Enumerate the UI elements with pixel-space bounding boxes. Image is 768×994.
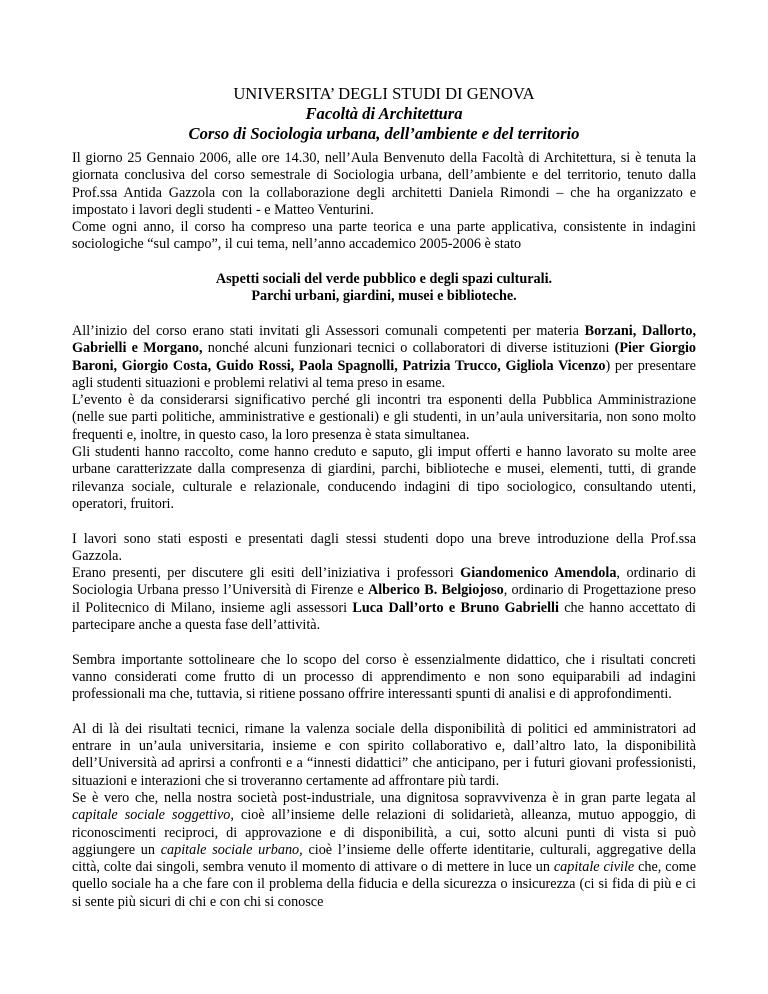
paragraph-discussants (72, 565, 696, 634)
text-span: cioè l’insieme delle offerte identitarie, culturali, aggregative della città, colte dai singoli, sembra venuto il momento di attivare o di mettere in luce un (72, 841, 696, 876)
text-span: , cioè all’insieme delle relazioni di solidarietà, alleanza, mutuo appoggio, di riconoscimenti reciproci, di approvazione e di disponibilità, a cui, sotto alcuni punti di vista si può aggiungere un (72, 807, 696, 858)
text-span: Se è vero che, nella nostra società post-industriale, una dignitosa sopravvivenza è in gran parte legata al (72, 789, 696, 806)
text-span: ) per presentare agli studenti situazioni e problemi relativi al tema preso in esame. (72, 357, 696, 391)
text-span: , ordinario di Sociologia Urbana presso l’Università di Firenze e (72, 565, 696, 599)
text-span: Erano presenti, per discutere gli esiti dell’iniziativa i professori (72, 565, 461, 582)
text-span: che, come quello sociale ha a che fare con il problema della fiducia e della sicurezza o insicurezza (ci si fida di più e ci si sente più sicuri di chi e con chi si conosce (72, 859, 696, 910)
course-theme (72, 271, 696, 306)
university-name: UNIVERSITA’ DEGLI STUDI DI GENOVA (233, 84, 535, 103)
collaborator-names: (Pier Giorgio Baroni, Giorgio Costa, Guido Rossi, Paola Spagnolli, Patrizia Trucco, Gigliola Vicenzo (72, 340, 697, 374)
paragraph-event-date: Il giorno 25 Gennaio 2006, alle ore 14.30, nell’Aula Benvenuto della Facoltà di Architettura, si è tenuta la giornata conclusiva del corso semestrale di Sociologia urbana, dell’ambiente e del territorio, tenuto dalla Prof.ssa Antida Gazzola con la collaborazione degli architetti Daniela Rimondi – che ha organizzato e impostato i lavori degli studenti - e Matteo Venturini. (72, 150, 696, 218)
text-span: , ordinario di Progettazione preso il Politecnico di Milano, insieme agli assessori (72, 582, 696, 616)
paragraph-didactic-purpose: Sembra importante sottolineare che lo scopo del corso è essenzialmente didattico, che i risultati concreti vanno considerati come frutto di un processo di apprendimento e non sono equiparabili ad indagini professionali ma che, tuttavia, si ritiene possano offrire interessanti spunti di analisi e di approfondimenti. (72, 651, 696, 703)
course-title: Corso di Sociologia urbana, dell’ambiente e del territorio (188, 124, 580, 143)
paragraph-course-description: Come ogni anno, il corso ha compreso una parte teorica e una parte applicativa, consistente in indagini sociologiche “sul campo”, il cui tema, nell’anno accademico 2005-2006 è stato (72, 219, 696, 253)
professor-name: Giandomenico Amendola (460, 565, 617, 582)
term-capitale-soggettivo: capitale sociale soggettivo (72, 807, 231, 824)
paragraph-social-capital (72, 790, 696, 911)
theme-line-1: Aspetti sociali del verde pubblico e degli spazi culturali. (215, 271, 553, 288)
assessor-names: Borzani, Dallorto, Gabrielli e Morgano, (72, 322, 696, 357)
professor-name: Alberico B. Belgiojoso (367, 582, 504, 599)
paragraph-event-significance: L’evento è da considerarsi significativo perché gli incontri tra esponenti della Pubblica Amministrazione (nelle sue parti politiche, amministrative e gestionali) e gli studenti, in un’aula universitaria, non sono molto frequenti e, inoltre, in questo caso, la loro presenza è stata simultanea. (72, 392, 696, 443)
document-header (0, 84, 768, 144)
paragraph-social-value: Al di là dei risultati tecnici, rimane la valenza sociale della disponibilità di politici ed amministratori ad entrare in un’aula universitaria, insieme e con spirito collaborativo e, dall’altro lato, la disponibilità dell’Università ad aprirsi a confronti e a “innesti didattici” che anticipano, per i futuri giovani professionisti, situazioni e interazioni che si troveranno certamente ad affrontare più tardi. (72, 720, 696, 789)
theme-line-2: Parchi urbani, giardini, musei e biblioteche. (251, 288, 517, 305)
text-span: che hanno accettato di partecipare anche a questa fase dell’attività. (72, 599, 696, 634)
paragraph-invited-assessors (72, 323, 696, 392)
text-span: All’inizio del corso erano stati invitati gli Assessori comunali competenti per materia (72, 322, 585, 339)
faculty-name: Facoltà di Architettura (305, 104, 463, 123)
term-capitale-urbano: capitale sociale urbano, (160, 841, 303, 858)
paragraph-student-work: Gli studenti hanno raccolto, come hanno creduto e saputo, gli imput offerti e hanno lavorato su molte aree urbane caratterizzate dalla compresenza di giardini, parchi, biblioteche e musei, elementi, tutti, di grande rilevanza sociale, culturale e relazionale, conducendo indagini di tipo sociologico, consultando utenti, operatori, fruitori. (72, 444, 696, 512)
paragraph-presentations: I lavori sono stati esposti e presentati dagli stessi studenti dopo una breve introduzione della Prof.ssa Gazzola. (72, 530, 696, 564)
assessor-names: Luca Dall’orto e Bruno Gabrielli (352, 599, 559, 616)
term-capitale-civile: capitale civile (553, 859, 635, 876)
text-span: nonché alcuni funzionari tecnici o collaboratori di diverse istituzioni (202, 340, 615, 357)
document-body (72, 150, 696, 911)
